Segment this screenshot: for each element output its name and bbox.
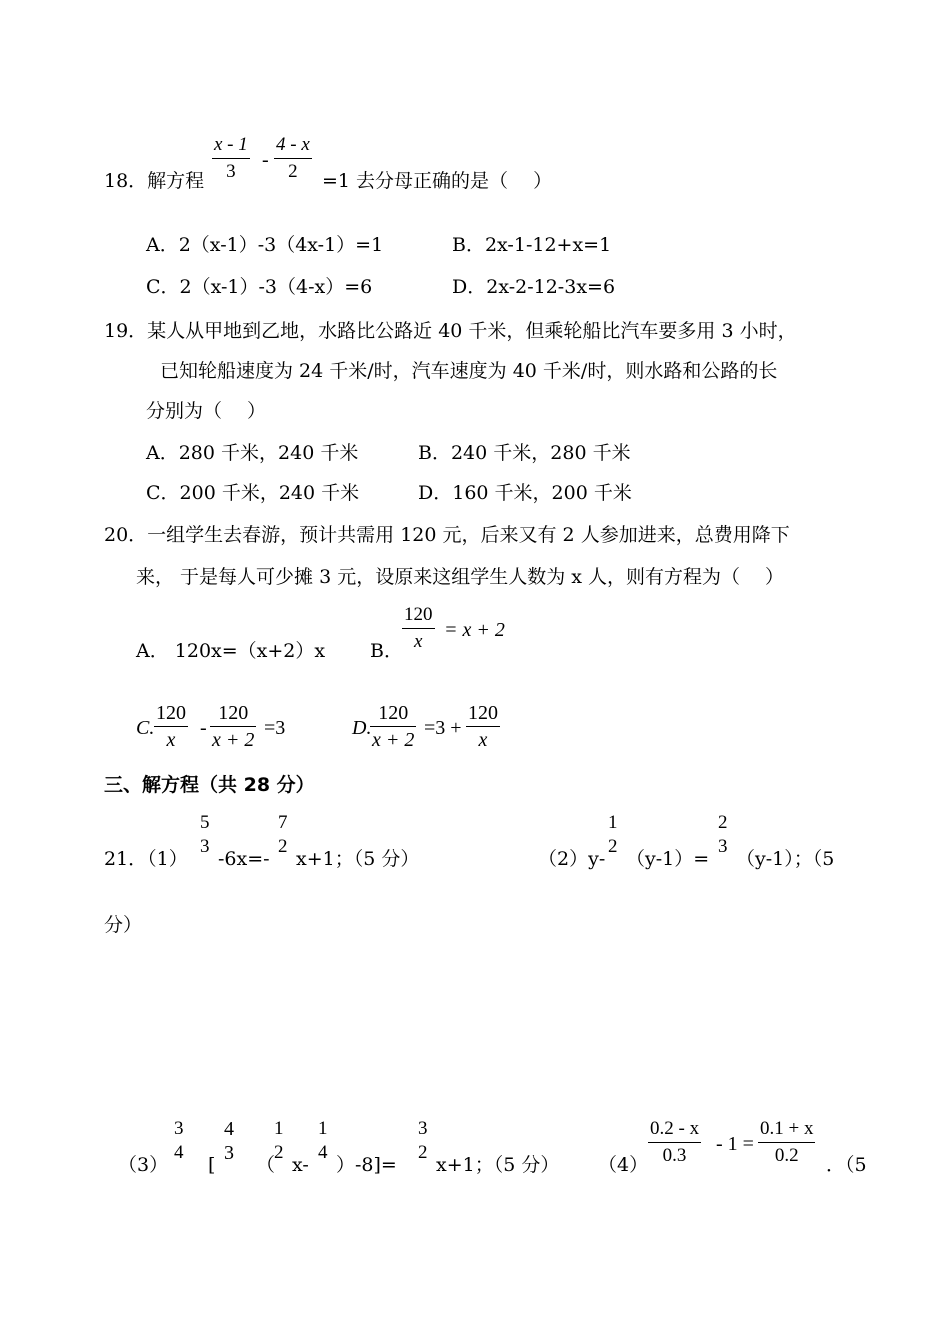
q19-line-1: 19．某人从甲地到乙地，水路比公路近 40 千米，但乘轮船比汽车要多用 3 小时，: [104, 320, 797, 342]
q20-optc-f2-num: 120: [218, 702, 249, 724]
q21-p4-mid: - 1 =: [716, 1133, 754, 1155]
q21-p3-f2-den: 3: [224, 1142, 234, 1164]
q18-frac2-den: 2: [288, 161, 298, 182]
q21-p3-fraction-3: [272, 1118, 286, 1164]
q21-p1-mid: -6x=-: [218, 848, 270, 870]
q21-p1-f2-den: 2: [278, 836, 288, 857]
q20-option-d-fraction-1: [370, 702, 416, 751]
q21-p1-tail: x+1；（5 分）: [296, 848, 420, 870]
q21-p2-fraction-1: [606, 812, 620, 858]
q21-p2-f2-num: 2: [718, 812, 728, 833]
q20-optd-f2-den: x: [478, 729, 488, 751]
q20-option-b-label: B．: [370, 640, 403, 662]
q21-p2-f1-den: 2: [608, 836, 618, 857]
q18-option-b: B．2x-1-12+x=1: [452, 234, 612, 256]
q21-p3-f1-den: 4: [174, 1142, 184, 1163]
q21-p4-f1-den: 0.3: [662, 1145, 687, 1166]
q20-optc-f1-num: 120: [156, 702, 186, 724]
q21-p2-wrap: 分）: [104, 914, 143, 936]
q21-p3-tail: x+1；（5 分）: [436, 1154, 560, 1176]
q20-option-b-rhs: = x + 2: [444, 619, 505, 641]
q19-option-a: A．280 千米，240 千米: [146, 442, 359, 464]
q18-label: 18．解方程: [104, 170, 205, 192]
q21-p3-f1-num: 3: [174, 1118, 184, 1139]
q18-frac1-den: 3: [226, 161, 236, 182]
q20-option-c-fraction-1: [154, 702, 188, 751]
q21-p3-label: （3）: [118, 1154, 169, 1176]
section-3-title: 三、解方程（共 28 分）: [104, 774, 315, 796]
q20-option-b-fraction: [402, 604, 435, 653]
q21-p4-f1-num: 0.2 - x: [650, 1118, 700, 1139]
q21-p3-mid: ）-8]=: [336, 1154, 397, 1176]
q21-p2-fraction-2: [716, 812, 730, 858]
q18-frac1-num: x - 1: [214, 134, 248, 155]
q21-p4-tail: ．（5: [826, 1154, 867, 1176]
q20-option-c-label: C.: [136, 717, 155, 739]
q21-p2-label: （2）y-: [538, 848, 606, 870]
q20-line-1: 20．一组学生去春游，预计共需用 120 元，后来又有 2 人参加进来，总费用降下: [104, 524, 790, 546]
q20-optc-f2-den: x + 2: [212, 729, 255, 751]
q21-label: 21．（1）: [104, 848, 188, 870]
q21-p4-fraction-2: [758, 1118, 815, 1167]
q20-optd-f2-num: 120: [468, 702, 498, 724]
q19-option-d: D．160 千米，200 千米: [418, 482, 632, 504]
q18-option-c: C．2（x-1）-3（4-x）=6: [146, 276, 373, 298]
q19-option-c: C．200 千米，240 千米: [146, 482, 360, 504]
q21-p2-f2-den: 3: [718, 836, 728, 857]
q21-p3-f3-den: 2: [274, 1142, 284, 1163]
q21-p3-f5-num: 3: [418, 1118, 428, 1139]
q20-option-d-fraction-2: [466, 702, 500, 751]
q18-tail: =1 去分母正确的是（ ）: [322, 170, 553, 192]
q21-p1-f1-num: 5: [200, 812, 210, 833]
q20-optc-f1-den: x: [166, 729, 176, 751]
q21-p4-label: （4）: [598, 1154, 649, 1176]
q21-p3-f4-num: 1: [318, 1118, 328, 1139]
q21-p2-f1-num: 1: [608, 812, 618, 833]
q21-p1-fraction-1: [198, 812, 212, 858]
q21-p3-fraction-5: [416, 1118, 430, 1164]
q21-p3-x: x-: [292, 1154, 309, 1176]
q21-p3-f4-den: 4: [318, 1142, 328, 1163]
q20-optd-f1-num: 120: [378, 702, 409, 724]
q21-p3-fraction-1: [172, 1118, 186, 1164]
q21-p3-f2-num: 4: [224, 1118, 234, 1140]
q21-p3-paren: （: [256, 1154, 276, 1176]
q18-fraction-2: [274, 134, 312, 183]
q20-option-c-rhs: =3: [264, 717, 286, 739]
q18-option-a: A．2（x-1）-3（4x-1）=1: [146, 234, 384, 256]
q21-p2-mid: （y-1）=: [626, 848, 710, 870]
q18-frac2-num: 4 - x: [276, 134, 310, 155]
q21-p1-f2-num: 7: [278, 812, 288, 833]
q21-p4-f2-den: 0.2: [774, 1145, 799, 1166]
q21-p3-f3-num: 1: [274, 1118, 284, 1139]
q19-line-3: 分别为（ ）: [146, 400, 267, 422]
q21-p4-fraction-1: [648, 1118, 701, 1167]
q20-optb-den: x: [414, 631, 423, 652]
q20-optb-num: 120: [404, 604, 433, 625]
q21-p3-bracket: [: [208, 1154, 216, 1176]
q21-p1-f1-den: 3: [200, 836, 210, 857]
q18-minus: -: [262, 149, 269, 171]
q18-fraction-1: [212, 134, 250, 183]
q19-option-b: B．240 千米，280 千米: [418, 442, 631, 464]
q21-p2-tail: （y-1）；（5: [736, 848, 835, 870]
q20-option-c-fraction-2: [210, 702, 256, 751]
q19-line-2: 已知轮船速度为 24 千米/时，汽车速度为 40 千米/时，则水路和公路的长: [160, 360, 778, 382]
q20-option-d-mid: =3 +: [424, 717, 462, 739]
q21-p1-fraction-2: [276, 812, 290, 858]
q20-line-2: 来， 于是每人可少摊 3 元，设原来这组学生人数为 x 人，则有方程为（ ）: [136, 566, 785, 588]
q21-p4-f2-num: 0.1 + x: [760, 1118, 814, 1139]
q20-option-d-label: D.: [352, 717, 372, 739]
q21-p3-f5-den: 2: [418, 1142, 428, 1163]
q20-optd-f1-den: x + 2: [372, 729, 415, 751]
q20-option-a: A． 120x=（x+2）x: [136, 640, 326, 662]
q21-p3-fraction-4: [316, 1118, 330, 1164]
q21-p3-fraction-2: [222, 1118, 236, 1164]
q18-option-d: D．2x-2-12-3x=6: [452, 276, 616, 298]
q20-option-c-minus: -: [200, 717, 207, 739]
